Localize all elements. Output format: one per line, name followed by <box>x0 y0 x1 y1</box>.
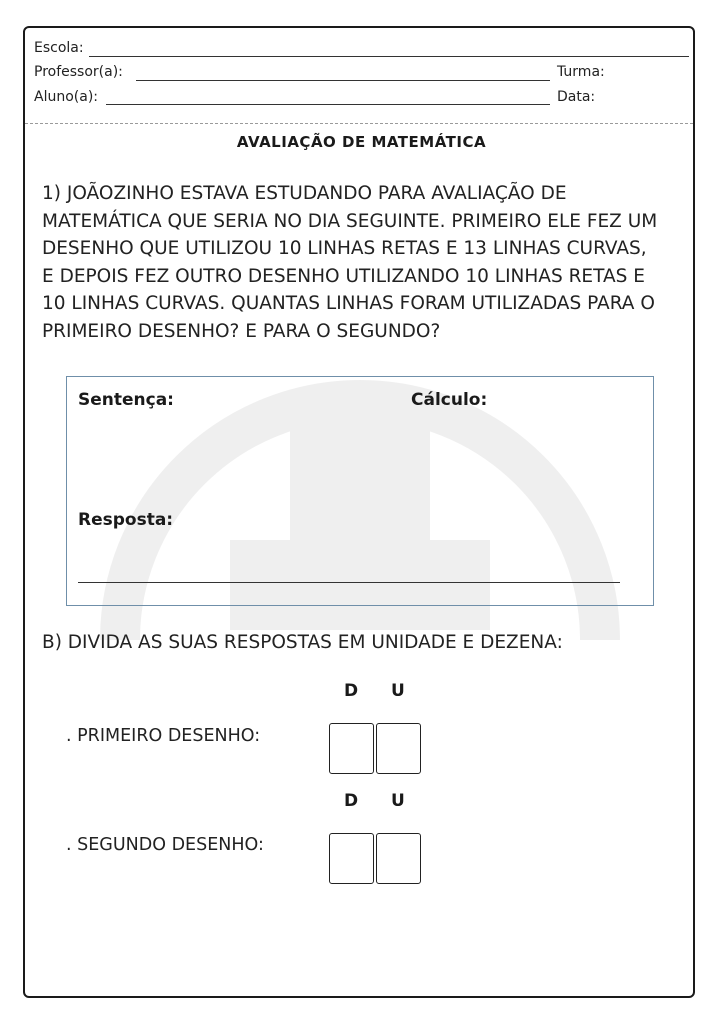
question-line: E DEPOIS FEZ OUTRO DESENHO UTILIZANDO 10 LINHAS RETAS E <box>42 265 645 287</box>
sentence-label: Sentença: <box>78 390 174 410</box>
school-label: Escola: <box>34 40 84 56</box>
student-input-line[interactable] <box>106 104 550 105</box>
question-line: DESENHO QUE UTILIZOU 10 LINHAS RETAS E 13 LINHAS CURVAS, <box>42 238 647 259</box>
answer-box <box>66 376 654 606</box>
school-input-line[interactable] <box>89 56 689 57</box>
tens-label: D <box>344 681 359 701</box>
answer-input-line[interactable] <box>78 582 620 583</box>
question-line: MATEMÁTICA QUE SERIA NO DIA SEGUINTE. PRIMEIRO ELE FEZ UM <box>42 210 658 232</box>
first-drawing-label: . PRIMEIRO DESENHO: <box>66 726 261 746</box>
teacher-label: Professor(a): <box>34 64 123 80</box>
tens-label: D <box>344 791 359 811</box>
first-units-box[interactable] <box>376 723 421 774</box>
answer-label: Resposta: <box>78 510 174 530</box>
question-line: PRIMEIRO DESENHO? E PARA O SEGUNDO? <box>42 320 441 342</box>
date-label: Data: <box>557 89 596 105</box>
second-tens-box[interactable] <box>329 833 374 884</box>
calculation-label: Cálculo: <box>411 390 488 410</box>
page-title: AVALIAÇÃO DE MATEMÁTICA <box>236 133 487 151</box>
student-label: Aluno(a): <box>34 89 98 105</box>
units-label: U <box>391 791 405 811</box>
units-label: U <box>391 681 405 701</box>
class-label: Turma: <box>557 64 605 80</box>
header-divider <box>25 123 693 124</box>
teacher-input-line[interactable] <box>136 80 550 81</box>
second-drawing-label: . SEGUNDO DESENHO: <box>66 835 264 855</box>
question-line: 10 LINHAS CURVAS. QUANTAS LINHAS FORAM UTILIZADAS PARA O <box>42 293 655 314</box>
question-line: 1) JOÃOZINHO ESTAVA ESTUDANDO PARA AVALIAÇÃO DE <box>42 183 567 204</box>
part-b-prompt: B) DIVIDA AS SUAS RESPOSTAS EM UNIDADE E DEZENA: <box>42 632 563 653</box>
second-units-box[interactable] <box>376 833 421 884</box>
first-tens-box[interactable] <box>329 723 374 774</box>
question-1 <box>42 180 692 345</box>
